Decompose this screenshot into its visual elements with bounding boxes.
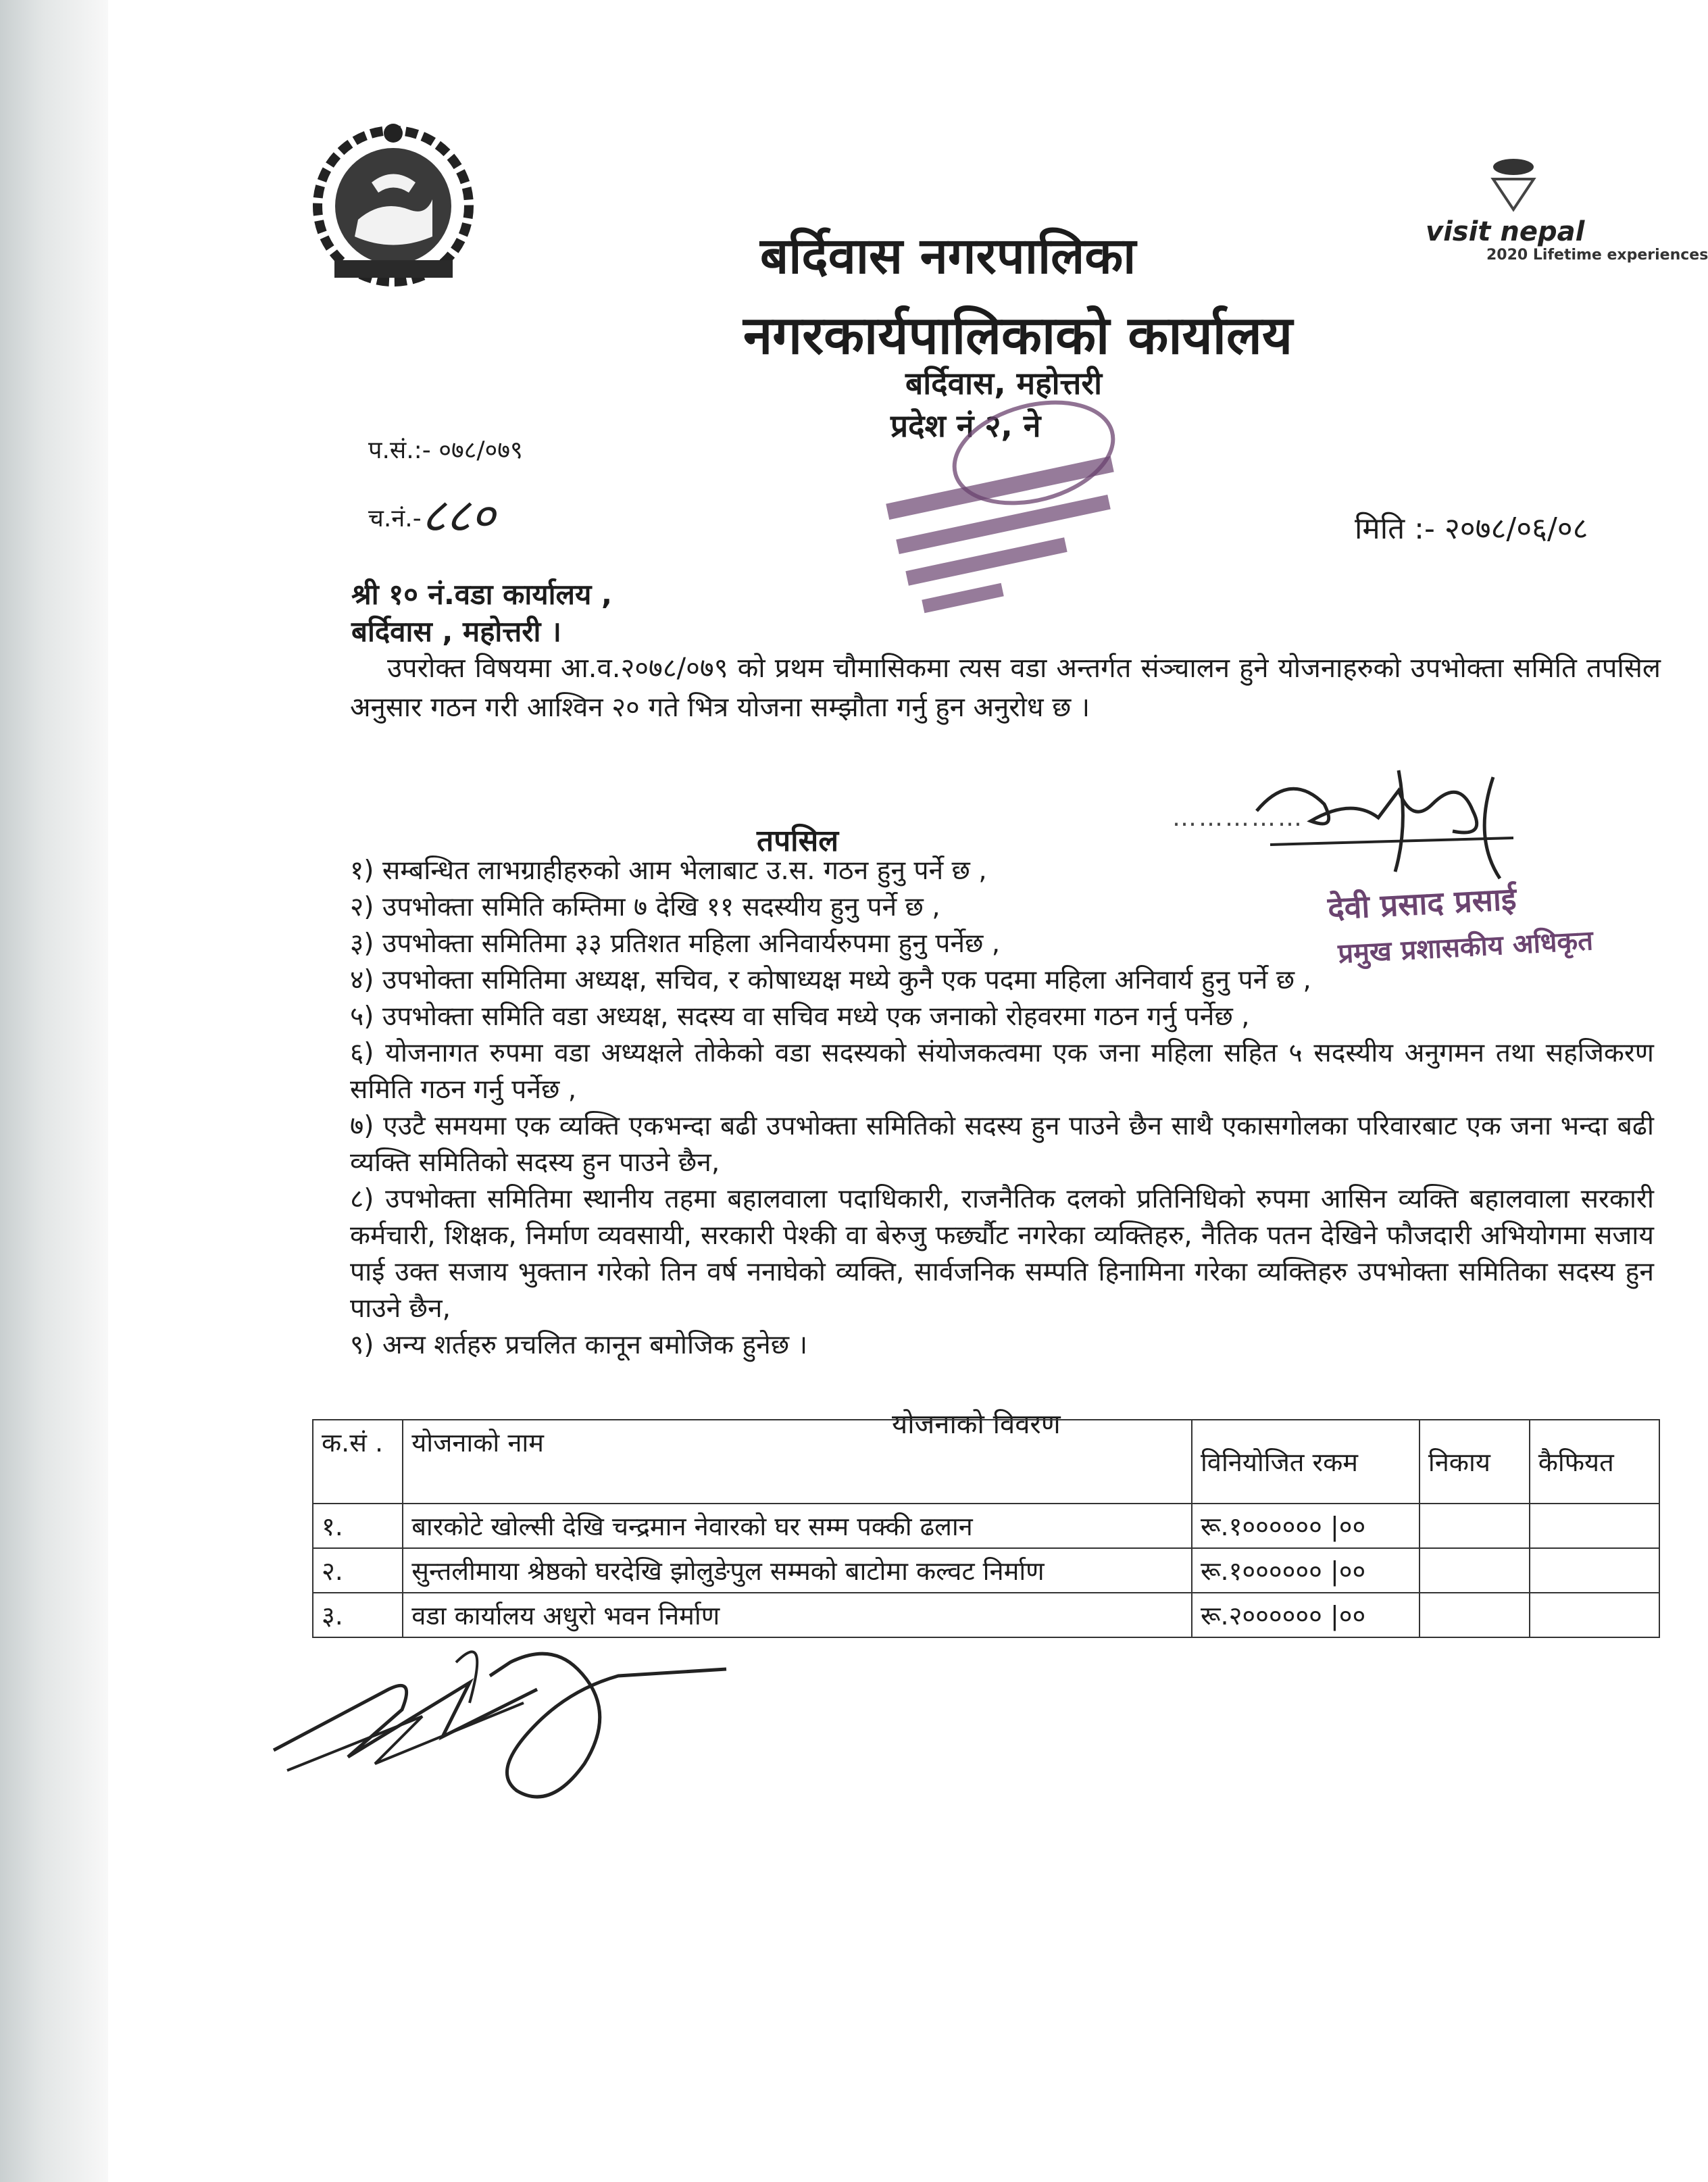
plan-table-caption: योजनाको विवरण xyxy=(892,1409,1061,1440)
address-line-2: प्रदेश नं २, ने xyxy=(890,407,1041,444)
cell-plan-name: बारकोटे खोल्सी देखि चन्द्रमान नेवारको घर सम्म पक्की ढलान xyxy=(403,1504,1192,1548)
chalani-number xyxy=(368,481,495,546)
visit-nepal-text: visit nepal xyxy=(1426,216,1585,247)
office-stamp-icon xyxy=(858,399,1155,642)
term-item: ४) उपभोक्ता समितिमा अध्यक्ष, सचिव, र कोषाध्यक्ष मध्ये कुनै एक पदमा महिला अनिवार्य हुनु पर्ने छ , xyxy=(350,965,1311,995)
office-title: नगरकार्यपालिकाको कार्यालय xyxy=(743,305,1293,366)
cell-agency xyxy=(1420,1593,1530,1637)
cell-remarks xyxy=(1530,1593,1659,1637)
municipality-title: बर्दिवास नगरपालिका xyxy=(760,227,1136,285)
header-amount: विनियोजित रकम xyxy=(1192,1420,1420,1504)
cell-remarks xyxy=(1530,1548,1659,1593)
term-item: ७) एउटै समयमा एक व्यक्ति एकभन्दा बढी उपभोक्ता समितिको सदस्य हुन पाउने छैन साथै एकासगोलका परिवारबाट एक जना भन्दा बढी व्यक्ति समितिको सदस्य हुन पाउने छैन, xyxy=(350,1111,1654,1178)
signatory-title-stamp: प्रमुख प्रशासकीय अधिकृत xyxy=(1337,925,1594,970)
address-line-1: बर्दिवास, महोत्तरी xyxy=(905,365,1103,401)
cell-plan-name: वडा कार्यालय अधुरो भवन निर्माण xyxy=(403,1593,1192,1637)
cell-serial: २. xyxy=(313,1548,403,1593)
term-item: ८) उपभोक्ता समितिमा स्थानीय तहमा बहालवाला पदाधिकारी, राजनैतिक दलको प्रतिनिधिको रुपमा आसिन व्यक्ति बहालवाला सरकारी कर्मचारी, शिक्षक, निर्माण व्यवसायी, सरकारी पेश्की वा बेरुजु फर्छ्यौट नगरेका व्यक्तिहरु, नैतिक पतन देखिने फौजदारी अभियोगमा सजाय पाई उक्त सजाय भुक्तान गरेको तिन वर्ष ननाघेको व्यक्ति, सार्वजनिक सम्पति हिनामिना गरेका व्यक्तिहरु उपभोक्ता समितिका सदस्य हुन पाउने छैन, xyxy=(350,1184,1654,1324)
cell-plan-name: सुन्तलीमाया श्रेष्ठको घरदेखि झोलुङेपुल सम्मको बाटोमा कल्वट निर्माण xyxy=(403,1548,1192,1593)
cell-amount: रू.१०००००० |०० xyxy=(1192,1504,1420,1548)
header-remarks: कैफियत xyxy=(1530,1420,1659,1504)
term-item: ३) उपभोक्ता समितिमा ३३ प्रतिशत महिला अनिवार्यरुपमा हुनु पर्नेछ , xyxy=(350,928,1001,959)
scan-edge-shadow xyxy=(0,0,108,2182)
table-header-row xyxy=(313,1420,1659,1504)
term-item: ९) अन्य शर्तहरु प्रचलित कानून बमोजिक हुनेछ । xyxy=(350,1330,808,1360)
chalani-handwritten-value: ८८० xyxy=(421,488,495,543)
visit-nepal-subtext: 2020 Lifetime experiences xyxy=(1486,247,1708,264)
term-item: १) सम्बन्धित लाभग्राहीहरुको आम भेलाबाट उ.स. गठन हुनु पर्ने छ , xyxy=(350,856,987,886)
nepal-government-emblem-icon xyxy=(307,118,480,291)
signatory-name-stamp: देवी प्रसाद प्रसाई xyxy=(1326,880,1517,927)
cell-amount: रू.२०००००० |०० xyxy=(1192,1593,1420,1637)
tapsil-heading: तपसिल xyxy=(757,824,839,858)
table-row xyxy=(313,1548,1659,1593)
signature-dotted-line: …………… xyxy=(1172,804,1304,832)
cell-remarks xyxy=(1530,1504,1659,1548)
cell-agency xyxy=(1420,1548,1530,1593)
cell-amount: रू.१०००००० |०० xyxy=(1192,1548,1420,1593)
header-agency: निकाय xyxy=(1420,1420,1530,1504)
letter-date: मिति :- २०७८/०६/०८ xyxy=(1355,512,1588,546)
header-plan-name: योजनाको नाम xyxy=(403,1420,1192,1504)
ward-signature-icon xyxy=(267,1602,740,1825)
term-item: ६) योजनागत रुपमा वडा अध्यक्षले तोकेको वडा सदस्यको संयोजकत्वमा एक जना महिला सहित ५ सदस्यीय अनुगमन तथा सहजिकरण समिति गठन गर्नु पर्नेछ , xyxy=(350,1038,1654,1105)
term-item: २) उपभोक्ता समिति कम्तिमा ७ देखि ११ सदस्यीय हुनु पर्ने छ , xyxy=(350,892,940,922)
header-serial: क.सं . xyxy=(313,1420,403,1504)
terms-list xyxy=(350,853,1654,1364)
patra-sankhya: प.सं.:- ०७८/०७९ xyxy=(368,437,523,464)
cell-serial: ३. xyxy=(313,1593,403,1637)
cell-serial: १. xyxy=(313,1504,403,1548)
visit-nepal-logo-icon xyxy=(1426,152,1708,267)
recipient-line-2: बर्दिवास , महोत्तरी । xyxy=(351,615,561,648)
chalani-label: च.नं.- xyxy=(368,505,422,532)
cell-agency xyxy=(1420,1504,1530,1548)
table-row xyxy=(313,1504,1659,1548)
recipient-line-1: श्री १० नं.वडा कार्यालय , xyxy=(351,578,612,611)
term-item: ५) उपभोक्ता समिति वडा अध्यक्ष, सदस्य वा सचिव मध्ये एक जनाको रोहवरमा गठन गर्नु पर्नेछ , xyxy=(350,1001,1250,1032)
letter-body-paragraph: उपरोक्त विषयमा आ.व.२०७८/०७९ को प्रथम चौमासिकमा त्यस वडा अन्तर्गत संञ्चालन हुने योजनाहरुको उपभोक्ता समिति तपसिल अनुसार गठन गरी आश्विन २० गते भित्र योजना सम्झौता गर्नु हुन अनुरोध छ । xyxy=(350,653,1661,723)
